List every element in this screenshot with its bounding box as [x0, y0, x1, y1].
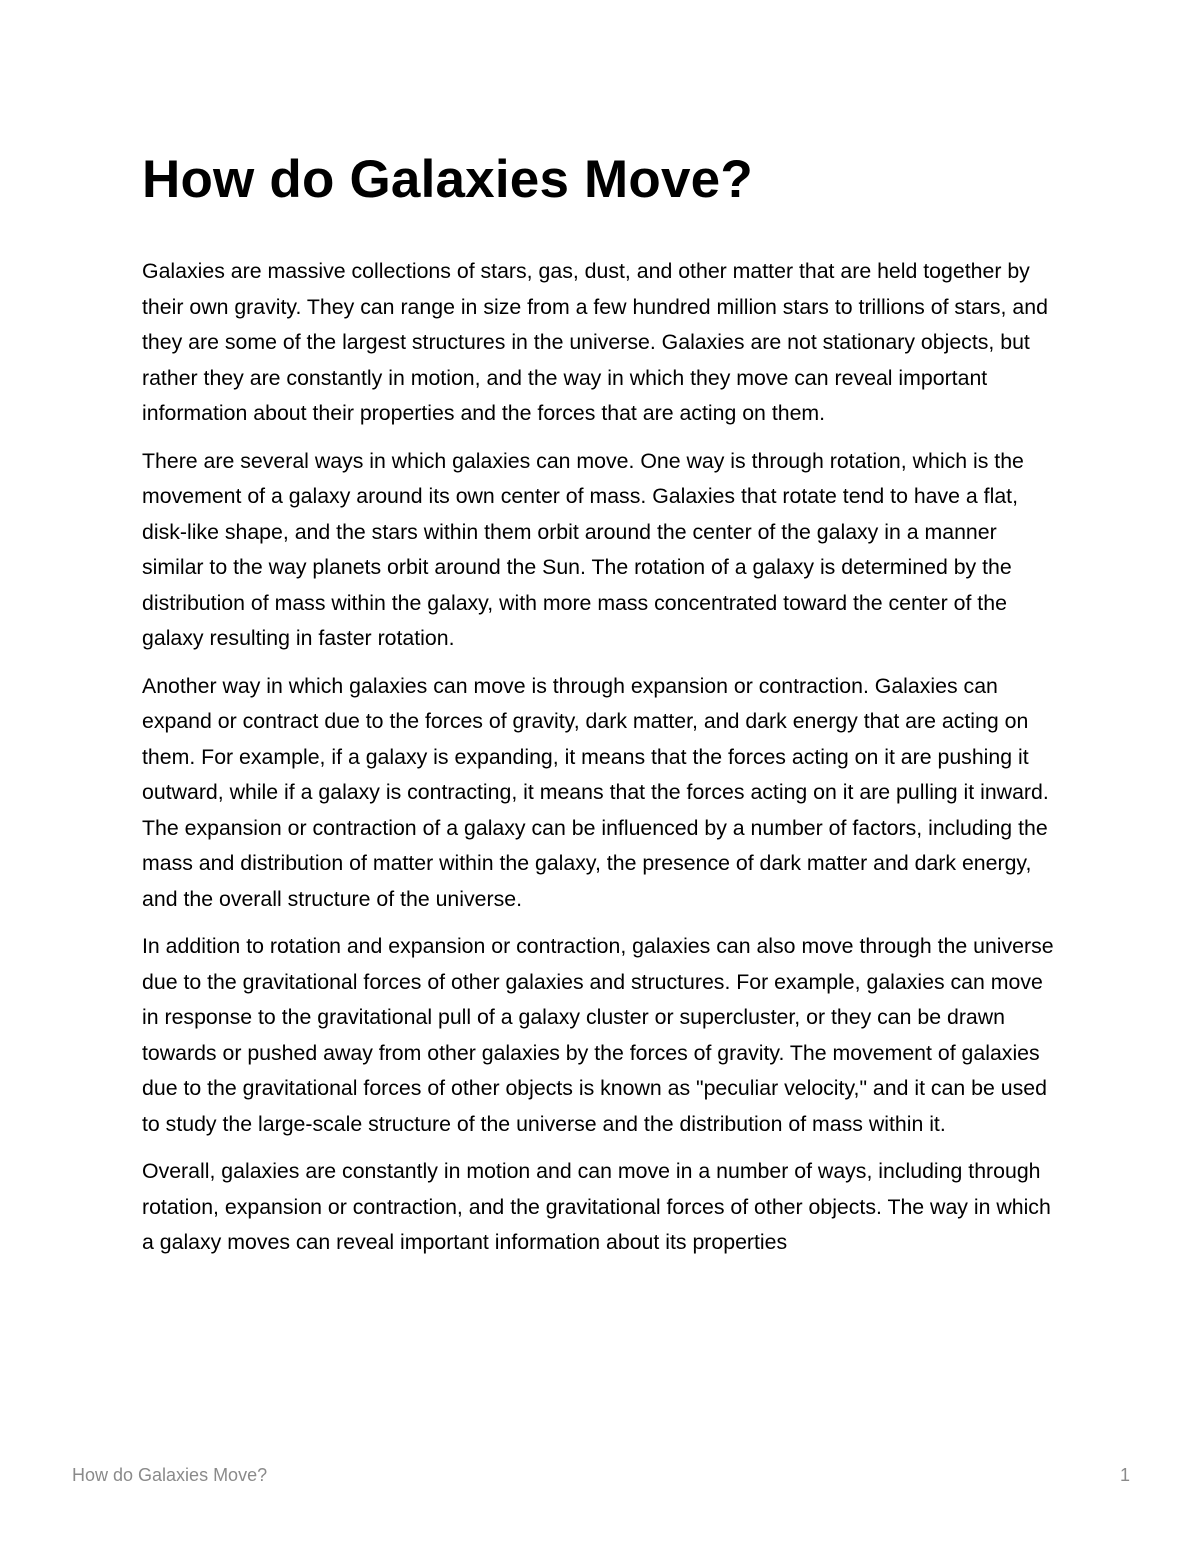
paragraph-1: Galaxies are massive collections of stars, gas, dust, and other matter that are held together by their own gravity. They can range in size from a few hundred million stars to trillions of stars, and they are some of the largest structures in the universe. Galaxies are not stationary objects, but rather they are constantly in motion, and the way in which they move can reveal important information about their properties and the forces that are acting on them.: [142, 259, 1048, 425]
page-number: 1: [1119, 1465, 1130, 1485]
footer-title: How do Galaxies Move?: [72, 1465, 268, 1485]
paragraph-3: Another way in which galaxies can move is through expansion or contraction. Galaxies can expand or contract due to the forces of gravity, dark matter, and dark energy that are acting on them. For example, if a galaxy is expanding, it means that the forces acting on it are pushing it outward, while if a galaxy is contracting, it means that the forces acting on it are pulling it inward. The expansion or contraction of a galaxy can be influenced by a number of factors, including the mass and distribution of matter within the galaxy, the presence of dark matter and dark energy, and the overall structure of the universe.: [142, 673, 1049, 911]
document-content: [142, 150, 1062, 1273]
document-body: [142, 254, 1062, 1261]
paragraph-2: There are several ways in which galaxies can move. One way is through rotation, which is the movement of a galaxy around its own center of mass. Galaxies that rotate tend to have a flat, disk-like shape, and the stars within them orbit around the center of the galaxy in a manner similar to the way planets orbit around the Sun. The rotation of a galaxy is determined by the distribution of mass within the galaxy, with more mass concentrated toward the center of the galaxy resulting in faster rotation.: [142, 448, 1024, 650]
paragraph-4: In addition to rotation and expansion or contraction, galaxies can also move through the universe due to the gravitational forces of other galaxies and structures. For example, galaxies can move in response to the gravitational pull of a galaxy cluster or supercluster, or they can be drawn towards or pushed away from other galaxies by the forces of gravity. The movement of galaxies due to the gravitational forces of other objects is known as "peculiar velocity," and it can be used to study the large-scale structure of the universe and the distribution of mass within it.: [142, 934, 1054, 1136]
page-footer: [72, 1465, 1130, 1493]
paragraph-5: Overall, galaxies are constantly in motion and can move in a number of ways, including through rotation, expansion or contraction, and the gravitational forces of other objects. The way in which a galaxy moves can reveal important information about its properties: [142, 1159, 1051, 1254]
document-title: How do Galaxies Move?: [142, 150, 753, 209]
